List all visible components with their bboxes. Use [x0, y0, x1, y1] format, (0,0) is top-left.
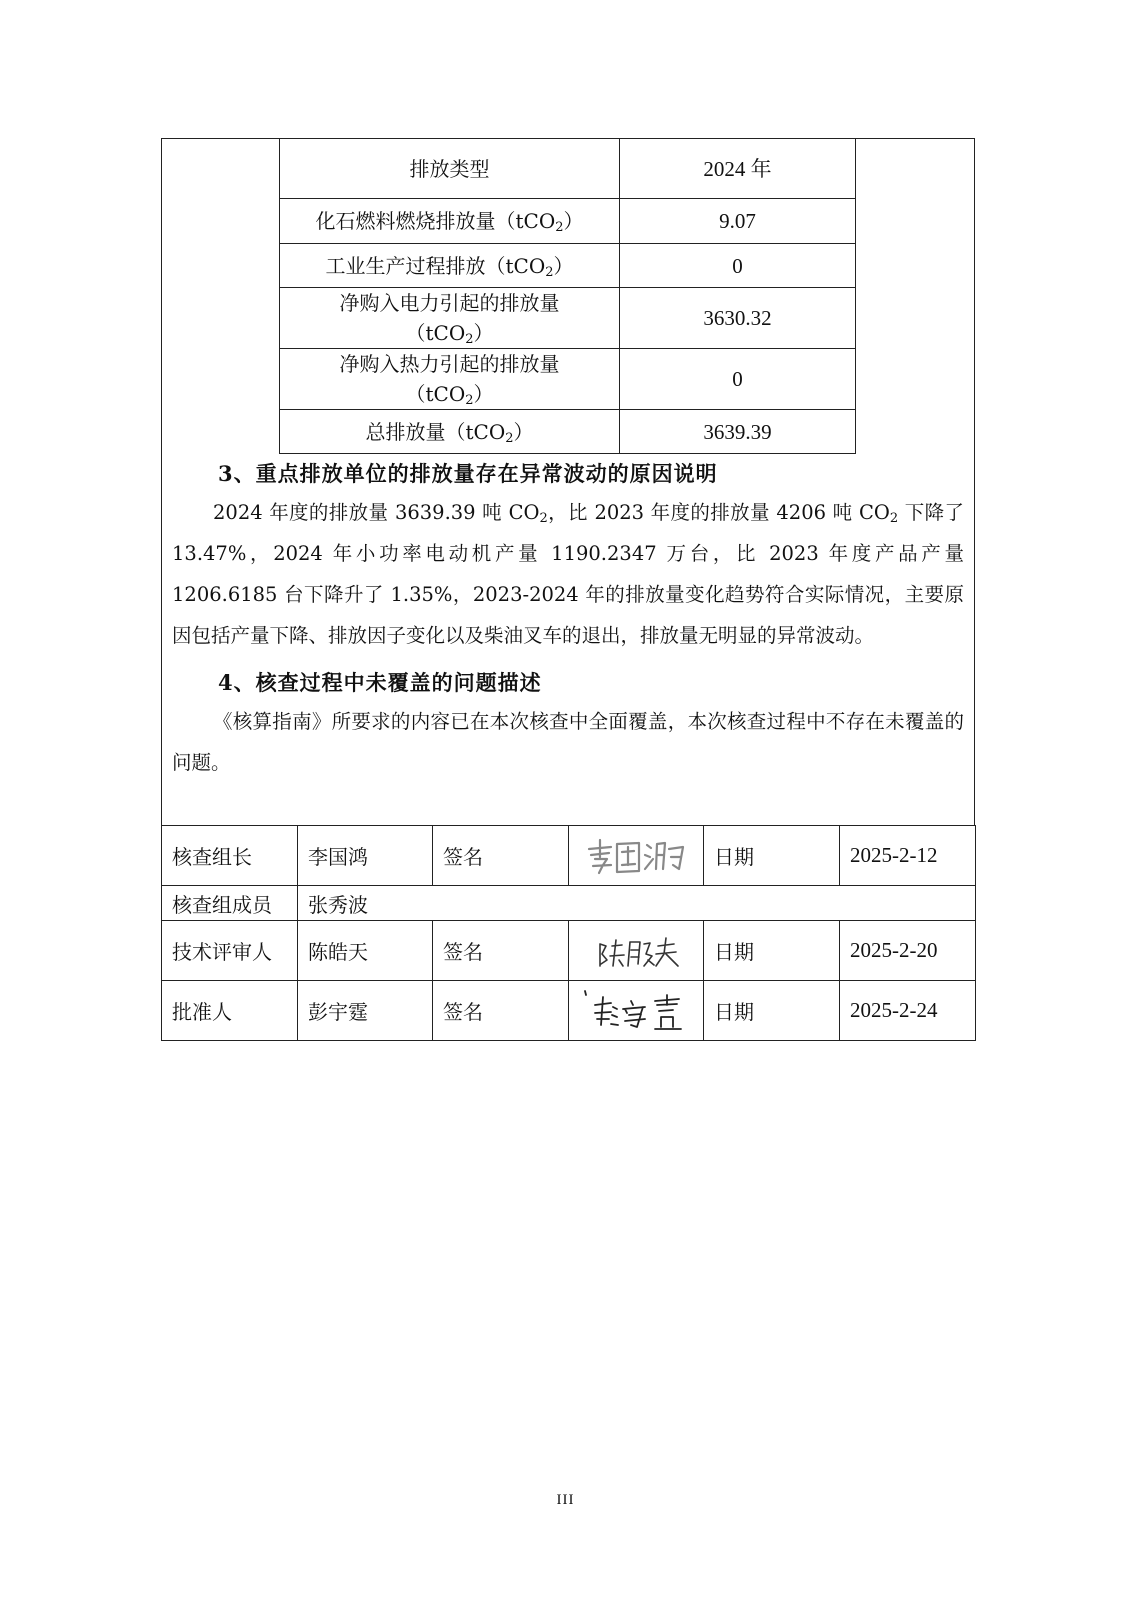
table-row	[280, 244, 856, 288]
handwritten-signature-leader	[581, 835, 691, 877]
reviewer-role: 技术评审人	[162, 921, 298, 981]
row-value: 3630.32	[620, 288, 856, 349]
section-3-heading: 3、重点排放单位的排放量存在异常波动的原因说明	[218, 461, 718, 486]
row-label: 化石燃料燃烧排放量（tCO$_2$）	[280, 199, 620, 244]
section-4-paragraph: 《核算指南》所要求的内容已在本次核查中全面覆盖，本次核查过程中不存在未覆盖的问题。	[172, 710, 964, 774]
reviewer-date: 2025-2-20	[840, 921, 976, 981]
row-value: 0	[620, 244, 856, 288]
leader-date-label: 日期	[704, 826, 840, 886]
signature-table	[161, 825, 976, 1041]
header-year: 2024 年	[620, 139, 856, 199]
reviewer-signature	[569, 921, 704, 981]
leader-sign-label: 签名	[433, 826, 569, 886]
section-3-paragraph: 2024 年度的排放量 3639.39 吨 $CO_2$，比 2023 年度的排放量 4206 吨 $CO_2$ 下降了 13.47%，2024 年小功率电动机产量 1190.2347 万台，比 2023 年度产品产量 1206.6185 台下降升了 1.35%，2023-2024 年的排放量变化趋势符合实际情况，主要原因包括产量下降、排放因子变化以及柴油叉车的退出，排放量无明显的异常波动。	[172, 501, 964, 647]
table-row	[280, 349, 856, 410]
approver-date-label: 日期	[704, 981, 840, 1041]
approver-role: 批准人	[162, 981, 298, 1041]
row-value: 0	[620, 349, 856, 410]
row-value: 3639.39	[620, 410, 856, 454]
leader-signature	[569, 826, 704, 886]
row-label: 净购入电力引起的排放量 （tCO$_2$）	[280, 288, 620, 349]
emission-table	[279, 138, 856, 454]
header-type: 排放类型	[280, 139, 620, 199]
approver-sign-label: 签名	[433, 981, 569, 1041]
row-value: 9.07	[620, 199, 856, 244]
leader-role: 核查组长	[162, 826, 298, 886]
row-label: 净购入热力引起的排放量 （tCO$_2$）	[280, 349, 620, 410]
leader-row	[162, 826, 976, 886]
members-role: 核查组成员	[162, 886, 298, 921]
table-row	[280, 199, 856, 244]
section-4-heading: 4、核查过程中未覆盖的问题描述	[218, 670, 542, 695]
page-number: III	[556, 1492, 575, 1508]
approver-row	[162, 981, 976, 1041]
approver-signature	[569, 981, 704, 1041]
handwritten-signature-reviewer	[586, 930, 686, 972]
row-label: 工业生产过程排放（tCO$_2$）	[280, 244, 620, 288]
approver-name: 彭宇霆	[298, 981, 433, 1041]
reviewer-sign-label: 签名	[433, 921, 569, 981]
leader-date: 2025-2-12	[840, 826, 976, 886]
reviewer-date-label: 日期	[704, 921, 840, 981]
reviewer-name: 陈皓天	[298, 921, 433, 981]
table-header-row	[280, 139, 856, 199]
reviewer-row	[162, 921, 976, 981]
members-row	[162, 886, 976, 921]
table-row	[280, 288, 856, 349]
approver-date: 2025-2-24	[840, 981, 976, 1041]
handwritten-signature-approver	[581, 987, 691, 1035]
table-row	[280, 410, 856, 454]
row-label: 总排放量（tCO$_2$）	[280, 410, 620, 454]
leader-name: 李国鸿	[298, 826, 433, 886]
members-name: 张秀波	[298, 886, 976, 921]
